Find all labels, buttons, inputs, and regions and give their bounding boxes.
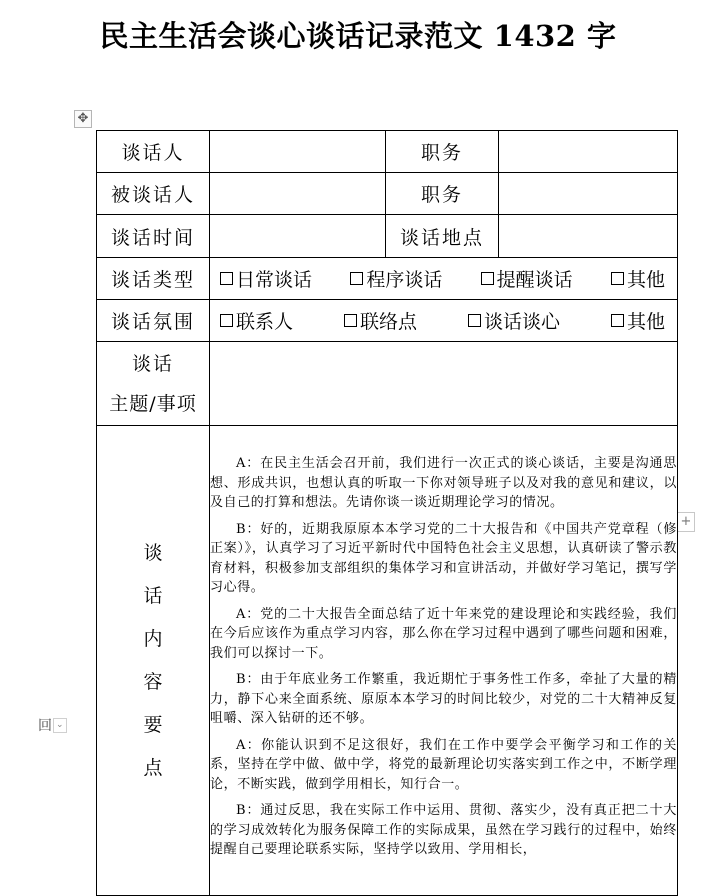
checkbox[interactable] xyxy=(220,314,233,327)
option-label: 日常谈话 xyxy=(236,269,313,291)
topic-label-line1: 谈话 xyxy=(131,352,174,375)
time-place-row xyxy=(97,215,678,258)
option-label: 其他 xyxy=(626,269,665,291)
checkbox[interactable] xyxy=(481,272,494,285)
atmosphere-option-heart-talk[interactable] xyxy=(468,307,560,334)
content-label xyxy=(97,426,210,896)
talkee-position-label: 职务 xyxy=(386,173,499,215)
content-label-char: 容 xyxy=(143,670,163,693)
checkbox[interactable] xyxy=(220,272,233,285)
content-label-char: 话 xyxy=(143,584,163,607)
type-label: 谈话类型 xyxy=(97,258,210,300)
dialogue-paragraph: A：党的二十大报告全面总结了近十年来党的建设理论和实践经验，我们在今后应该作为重点学习内容，那么你在学习过程中遇到了哪些问题和困难，我们可以探讨一下。 xyxy=(210,606,677,661)
talker-row xyxy=(97,131,678,173)
type-option-daily[interactable] xyxy=(220,265,312,292)
talker-position-label: 职务 xyxy=(386,131,499,173)
talkee-label: 被谈话人 xyxy=(97,173,210,215)
topic-label xyxy=(97,342,210,426)
atmosphere-row xyxy=(97,300,678,342)
atmosphere-option-other[interactable] xyxy=(611,307,665,334)
option-label: 其他 xyxy=(626,311,665,333)
type-options xyxy=(210,258,678,300)
paragraph-icon: 回 xyxy=(38,718,52,734)
time-label: 谈话时间 xyxy=(97,215,210,258)
move-cross-icon[interactable]: ✥ xyxy=(74,110,92,128)
dialogue-paragraph: B：由于年底业务工作繁重，我近期忙于事务性工作多，牵扯了大量的精力，静下心来全面系统、原原本本学习的时间比较少，对党的二十大精神反复咀嚼、深入钻研的还不够。 xyxy=(210,672,677,727)
content-label-char: 谈 xyxy=(143,541,163,564)
talkee-position-field[interactable] xyxy=(499,173,678,215)
dialogue-paragraph: A：你能认识到不足这很好，我们在工作中要学会平衡学习和工作的关系，坚持在学中做、做中学，将党的最新理论切实落实到工作之中，不断学理论，不断实践，做到学用相长，知行合一。 xyxy=(210,737,677,792)
talker-field[interactable] xyxy=(210,131,386,173)
topic-label-line2: 主题/事项 xyxy=(109,392,197,415)
chevron-down-icon[interactable]: ⌄ xyxy=(53,718,67,733)
talkee-field[interactable] xyxy=(210,173,386,215)
checkbox[interactable] xyxy=(344,314,357,327)
type-option-procedural[interactable] xyxy=(350,265,442,292)
paragraph-marker-icon[interactable] xyxy=(38,716,67,734)
place-label: 谈话地点 xyxy=(386,215,499,258)
checkbox[interactable] xyxy=(350,272,363,285)
option-label: 谈话谈心 xyxy=(483,311,560,333)
content-label-char: 要 xyxy=(143,713,163,736)
plus-icon[interactable]: + xyxy=(677,512,695,532)
topic-row xyxy=(97,342,678,426)
option-label: 程序谈话 xyxy=(366,269,443,291)
type-option-other[interactable] xyxy=(611,265,665,292)
dialogue-paragraph: B：通过反思，我在实际工作中运用、贯彻、落实少，没有真正把二十大的学习成效转化为服务保障工作的实际成果，虽然在学习践行的过程中，始终提醒自己要理论联系实际，坚持学以致用、学用相长， xyxy=(210,803,677,858)
atmosphere-option-liaison[interactable] xyxy=(344,307,417,334)
option-label: 联系人 xyxy=(236,311,294,333)
dialogue-paragraph: B：好的，近期我原原本本学习党的二十大报告和《中国共产党章程（修正案）》，认真学习了习近平新时代中国特色社会主义思想，认真研读了警示教育材料，积极参加支部组织的集体学习和宣讲活动，并做好学习笔记，撰写学习心得。 xyxy=(210,521,677,596)
option-label: 联络点 xyxy=(359,311,417,333)
talker-label: 谈话人 xyxy=(97,131,210,173)
dialogue-paragraph: A：在民主生活会召开前，我们进行一次正式的谈心谈话，主要是沟通思想、形成共识，也想认真的听取一下你对领导班子以及对我的意见和建议，以及自己的打算和想法。先请你谈一谈近期理论学习的情况。 xyxy=(210,456,677,511)
type-option-reminder[interactable] xyxy=(481,265,573,292)
content-label-char: 内 xyxy=(143,627,163,650)
content-row xyxy=(97,426,678,896)
time-field[interactable] xyxy=(210,215,386,258)
content-label-char: 点 xyxy=(143,756,163,779)
atmosphere-label: 谈话氛围 xyxy=(97,300,210,342)
talkee-row xyxy=(97,173,678,215)
option-label: 提醒谈话 xyxy=(496,269,573,291)
checkbox[interactable] xyxy=(611,272,624,285)
atmosphere-options xyxy=(210,300,678,342)
content-field[interactable] xyxy=(210,426,678,896)
atmosphere-option-contact[interactable] xyxy=(220,307,293,334)
place-field[interactable] xyxy=(499,215,678,258)
talk-record-table xyxy=(96,130,678,896)
type-row xyxy=(97,258,678,300)
topic-field[interactable] xyxy=(210,342,678,426)
checkbox[interactable] xyxy=(468,314,481,327)
checkbox[interactable] xyxy=(611,314,624,327)
document-title: 民主生活会谈心谈话记录范文 1432 字 xyxy=(99,19,617,53)
talker-position-field[interactable] xyxy=(499,131,678,173)
